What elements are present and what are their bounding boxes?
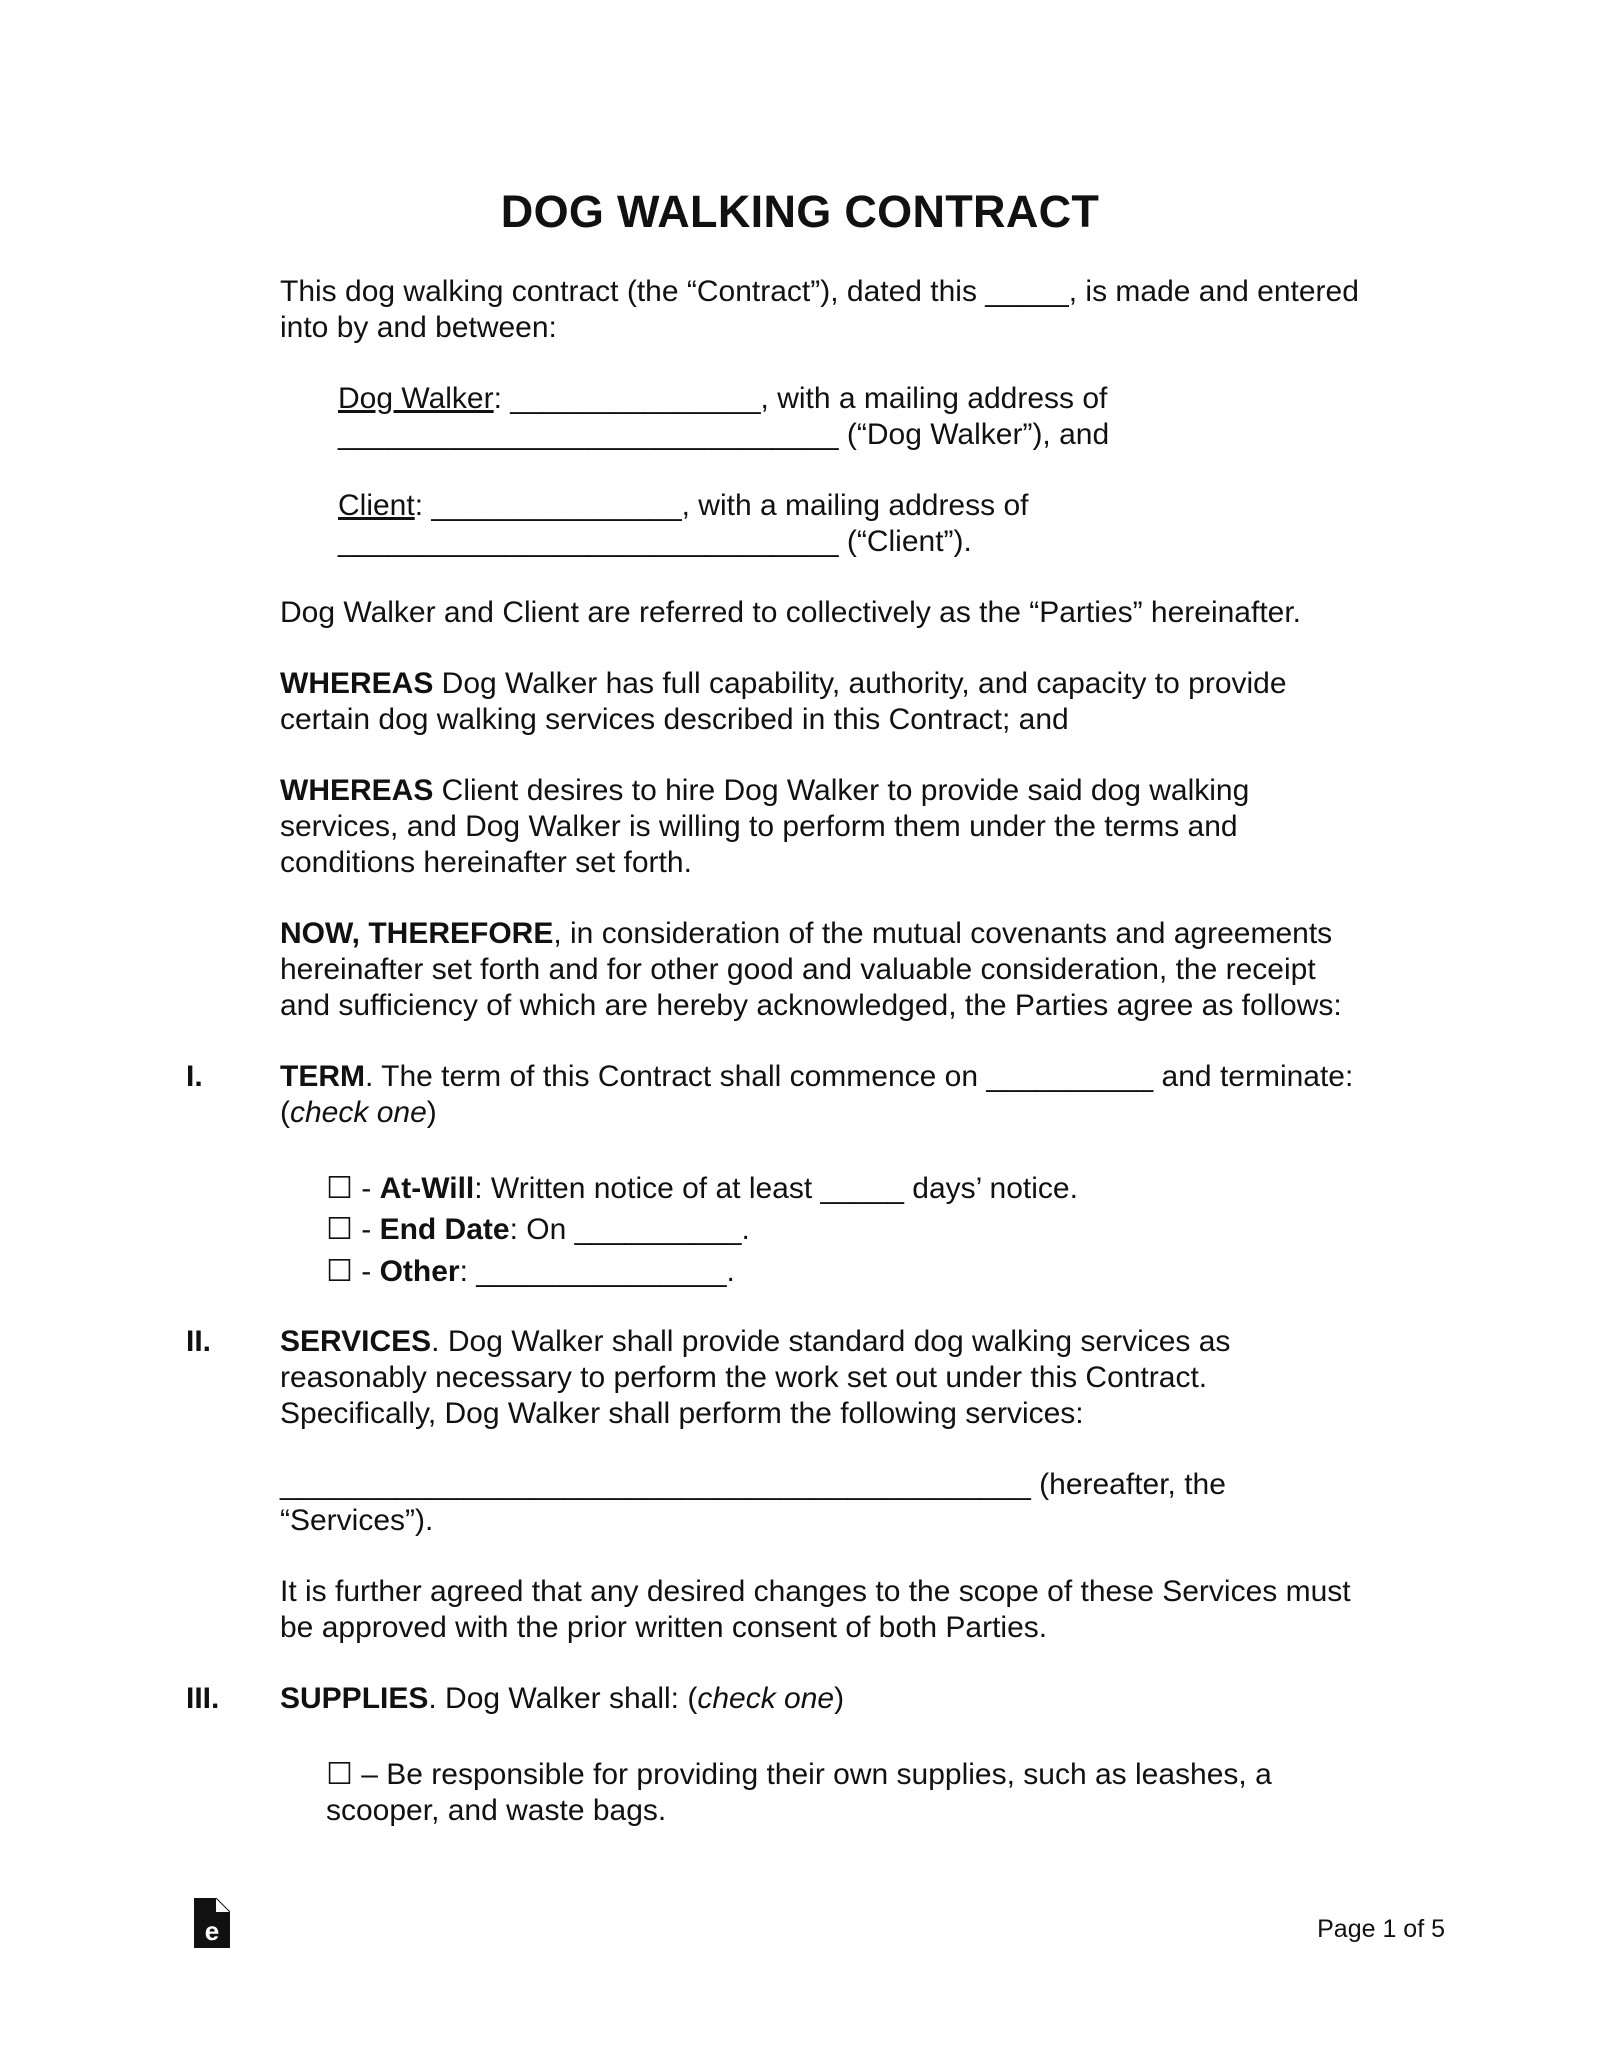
section-3-number: III.: [186, 1682, 220, 1715]
checkbox-icon[interactable]: ☐ -: [326, 1172, 380, 1205]
term-option-end-date[interactable]: [326, 1212, 1376, 1248]
section-1-text: . The term of this Contract shall commence on __________ and terminate:: [365, 1060, 1354, 1093]
paren-close: ): [426, 1096, 437, 1129]
eforms-logo-icon: [194, 1898, 230, 1948]
option-text: : Written notice of at least _____ days’ notice.: [474, 1172, 1078, 1205]
section-1-number: I.: [186, 1060, 203, 1093]
section-2-line-3: Specifically, Dog Walker shall perform the following services:: [280, 1397, 1084, 1430]
check-one-note: check one: [697, 1682, 835, 1715]
now-therefore-line-1: [280, 916, 1420, 952]
client-line-2: ______________________________ (“Client”).: [338, 525, 972, 558]
dog-walker-line-1-text: : _______________, with a mailing address of: [493, 382, 1108, 415]
section-2-number: II.: [186, 1325, 212, 1358]
section-3-text: . Dog Walker shall: (: [428, 1682, 698, 1715]
paren-open: (: [280, 1096, 290, 1129]
option-label: End Date: [379, 1213, 510, 1246]
supplies-option-1-line-1[interactable]: ☐ – Be responsible for providing their own supplies, such as leashes, a: [326, 1758, 1272, 1791]
svg-text:e: e: [204, 1916, 220, 1946]
now-therefore-line-3: and sufficiency of which are hereby acknowledged, the Parties agree as follows:: [280, 989, 1342, 1022]
whereas-1-line-1: [280, 666, 1420, 702]
dog-walker-line-1: [338, 381, 1338, 417]
section-1-heading: TERM: [280, 1060, 365, 1093]
section-2-text: . Dog Walker shall provide standard dog walking services as: [431, 1325, 1231, 1358]
now-therefore-keyword: NOW, THEREFORE: [280, 917, 554, 950]
option-label: At-Will: [379, 1172, 475, 1205]
now-therefore-text: , in consideration of the mutual covenants and agreements: [553, 917, 1333, 950]
client-label: Client: [338, 489, 415, 522]
services-changes-line-1: It is further agreed that any desired changes to the scope of these Services must: [280, 1575, 1351, 1608]
document-title: DOG WALKING CONTRACT: [500, 186, 1100, 237]
paren-close: ): [834, 1682, 845, 1715]
services-blank-line-2: “Services”).: [280, 1504, 434, 1537]
section-1-line-1: [280, 1059, 1420, 1095]
term-option-at-will[interactable]: [326, 1171, 1376, 1207]
whereas-1-keyword: WHEREAS: [280, 667, 434, 700]
section-2-line-1: [280, 1324, 1420, 1360]
whereas-2-keyword: WHEREAS: [280, 774, 434, 807]
page-number: Page 1 of 5: [1317, 1915, 1445, 1943]
option-text: : On __________.: [509, 1213, 750, 1246]
dog-walker-label: Dog Walker: [338, 382, 494, 415]
whereas-1-text: Dog Walker has full capability, authority, and capacity to provide: [433, 667, 1287, 700]
option-text: : _______________.: [459, 1255, 735, 1288]
section-3-line-1: [280, 1681, 1420, 1717]
section-3-heading: SUPPLIES: [280, 1682, 429, 1715]
now-therefore-line-2: hereinafter set forth and for other good and valuable consideration, the receipt: [280, 953, 1316, 986]
dog-walker-line-2: ______________________________ (“Dog Walker”), and: [338, 418, 1110, 451]
checkbox-icon[interactable]: ☐ -: [326, 1213, 380, 1246]
services-changes-line-2: be approved with the prior written consent of both Parties.: [280, 1611, 1048, 1644]
whereas-2-line-3: conditions hereinafter set forth.: [280, 846, 692, 879]
client-line-1-text: : _______________, with a mailing address of: [414, 489, 1029, 522]
client-line-1: [338, 488, 1338, 524]
whereas-2-text: Client desires to hire Dog Walker to provide said dog walking: [433, 774, 1250, 807]
parties-paragraph: Dog Walker and Client are referred to collectively as the “Parties” hereinafter.: [280, 596, 1302, 629]
term-option-other[interactable]: [326, 1254, 1376, 1290]
option-label: Other: [379, 1255, 460, 1288]
whereas-2-line-2: services, and Dog Walker is willing to perform them under the terms and: [280, 810, 1238, 843]
section-1-line-2: [280, 1095, 1420, 1131]
whereas-1-line-2: certain dog walking services described in this Contract; and: [280, 703, 1069, 736]
services-blank-line: _____________________________________________ (hereafter, the: [280, 1468, 1226, 1501]
whereas-2-line-1: [280, 773, 1420, 809]
supplies-option-1-line-2: scooper, and waste bags.: [326, 1794, 667, 1827]
check-one-note: check one: [290, 1096, 427, 1129]
section-2-heading: SERVICES: [280, 1325, 432, 1358]
section-2-line-2: reasonably necessary to perform the work set out under this Contract.: [280, 1361, 1208, 1394]
intro-line-1: This dog walking contract (the “Contract”), dated this _____, is made and entered: [280, 275, 1359, 308]
checkbox-icon[interactable]: ☐ -: [326, 1255, 380, 1288]
intro-line-2: into by and between:: [280, 311, 557, 344]
